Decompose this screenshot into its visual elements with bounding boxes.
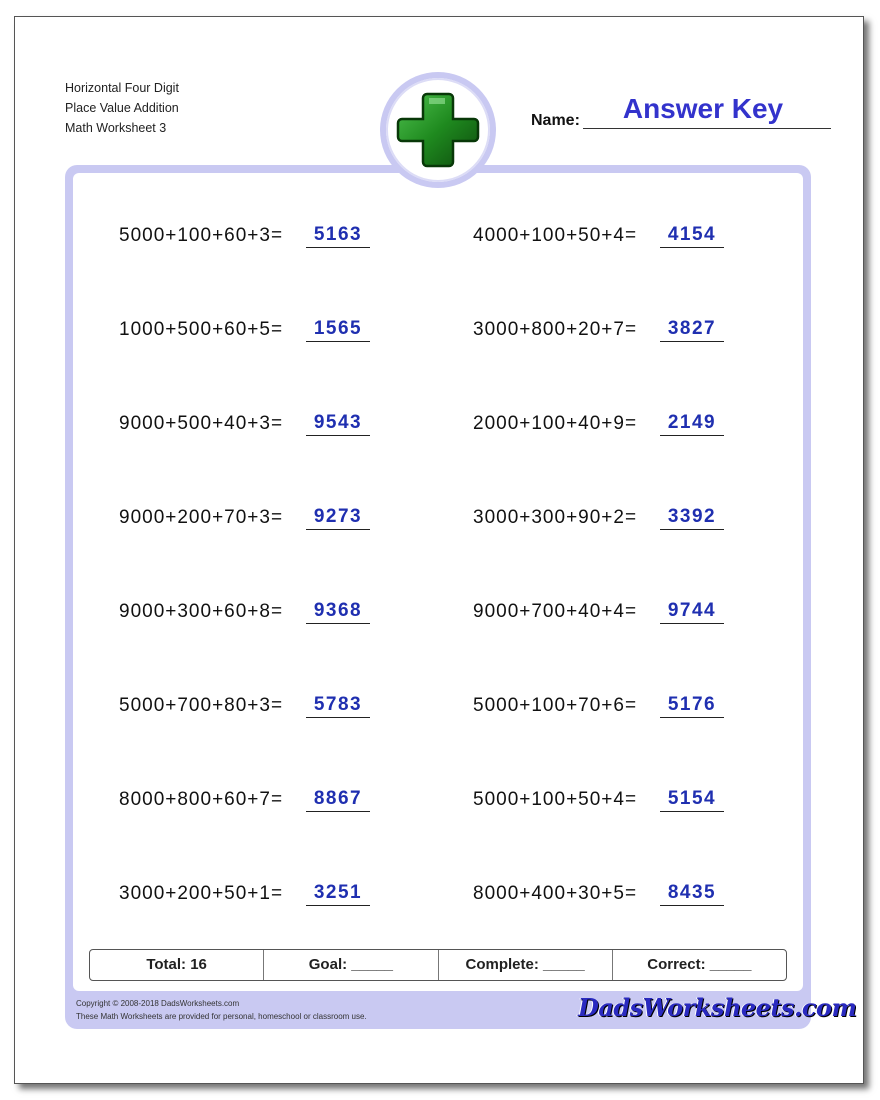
problem-answer[interactable]: 9273 <box>306 505 370 530</box>
problems-panel <box>65 165 857 1029</box>
score-goal[interactable]: Goal: _____ <box>263 950 437 980</box>
problem-expression: 8000+800+60+7= <box>119 789 284 810</box>
problem-expression: 5000+100+60+3= <box>119 225 284 246</box>
worksheet-page <box>14 16 864 1084</box>
usage-notice: These Math Worksheets are provided for personal, homeschool or classroom use. <box>76 1012 367 1021</box>
problem-answer[interactable]: 3827 <box>660 317 724 342</box>
problem-expression: 8000+400+30+5= <box>473 883 638 904</box>
problem-expression: 1000+500+60+5= <box>119 319 284 340</box>
problem-answer[interactable]: 5154 <box>660 787 724 812</box>
problem-answer[interactable]: 9543 <box>306 411 370 436</box>
problem-answer[interactable]: 5783 <box>306 693 370 718</box>
problem-expression: 5000+100+70+6= <box>473 695 638 716</box>
problem-expression: 4000+100+50+4= <box>473 225 638 246</box>
score-table <box>89 949 787 981</box>
problem-expression: 9000+700+40+4= <box>473 601 638 622</box>
problem-expression: 3000+200+50+1= <box>119 883 284 904</box>
problem-expression: 9000+500+40+3= <box>119 413 284 434</box>
problem-expression: 5000+100+50+4= <box>473 789 638 810</box>
problem-answer[interactable]: 8435 <box>660 881 724 906</box>
problem-answer[interactable]: 3392 <box>660 505 724 530</box>
dadsworksheets-logo: DadsWorksheets.com <box>578 993 857 1022</box>
problem-expression: 3000+800+20+7= <box>473 319 638 340</box>
title-line-1: Horizontal Four Digit <box>65 81 179 95</box>
emblem-badge <box>380 72 496 188</box>
name-label: Name: <box>531 112 580 129</box>
problem-answer[interactable]: 2149 <box>660 411 724 436</box>
title-line-2: Place Value Addition <box>65 101 179 115</box>
problem-expression: 3000+300+90+2= <box>473 507 638 528</box>
problem-answer[interactable]: 9368 <box>306 599 370 624</box>
score-correct[interactable]: Correct: _____ <box>612 950 786 980</box>
answer-key-label: Answer Key <box>622 93 784 124</box>
plus-icon <box>394 86 482 174</box>
problem-answer[interactable]: 5163 <box>306 223 370 248</box>
problems-area <box>73 173 803 991</box>
copyright-text: Copyright © 2008-2018 DadsWorksheets.com <box>76 999 240 1008</box>
problem-answer[interactable]: 5176 <box>660 693 724 718</box>
problem-expression: 9000+200+70+3= <box>119 507 284 528</box>
problem-answer[interactable]: 3251 <box>306 881 370 906</box>
name-field-line[interactable] <box>583 128 831 129</box>
problem-answer[interactable]: 9744 <box>660 599 724 624</box>
problem-expression: 5000+700+80+3= <box>119 695 284 716</box>
worksheet-title <box>65 78 179 138</box>
score-total: Total: 16 <box>146 956 207 973</box>
problem-answer[interactable]: 4154 <box>660 223 724 248</box>
problem-answer[interactable]: 1565 <box>306 317 370 342</box>
copyright-block <box>76 997 367 1023</box>
problem-expression: 9000+300+60+8= <box>119 601 284 622</box>
problem-answer[interactable]: 8867 <box>306 787 370 812</box>
title-line-3: Math Worksheet 3 <box>65 121 167 135</box>
problem-expression: 2000+100+40+9= <box>473 413 638 434</box>
score-complete[interactable]: Complete: _____ <box>438 950 612 980</box>
